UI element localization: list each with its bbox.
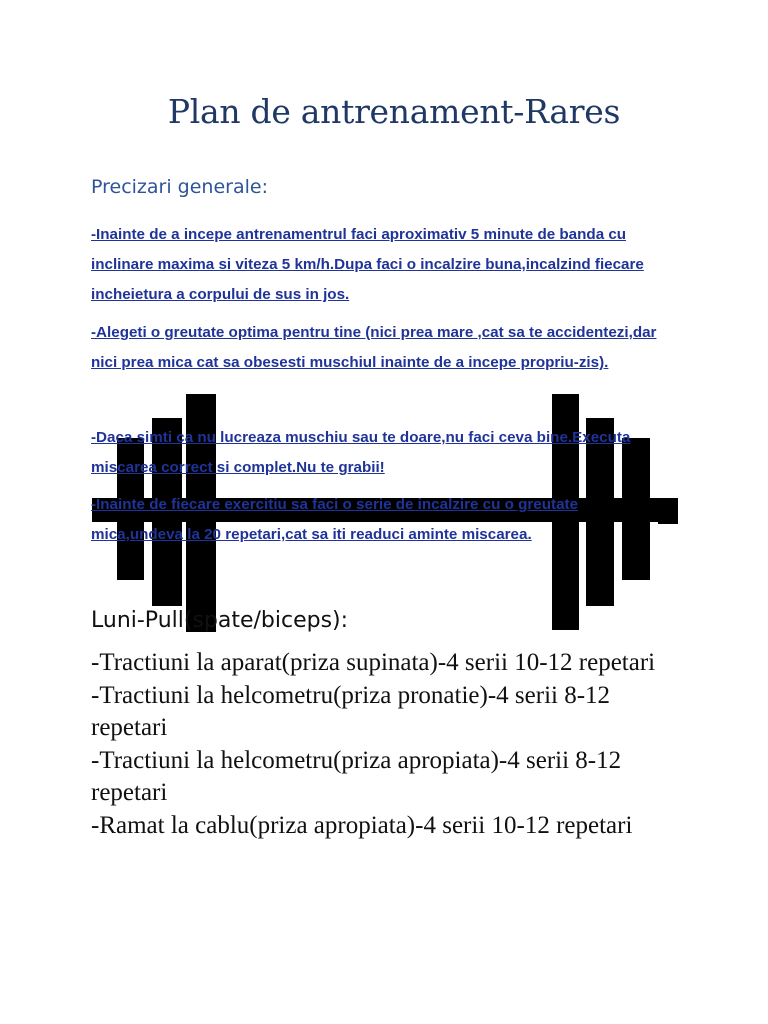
monday-section-heading: Luni-Pull(spate/biceps): [91,608,349,633]
exercise-list [91,647,691,842]
note-paragraph-form: -Daca simti ca nu lucreaza muschiu sau te doare,nu faci ceva bine.Executa miscarea correct si complet.Nu te grabii! [91,429,631,476]
general-notes-heading: Precizari generale: [91,176,268,198]
exercise-item: -Tractiuni la aparat(priza supinata)-4 serii 10-12 repetari [91,649,656,676]
page-title: Plan de antrenament-Rares [167,92,621,131]
note-paragraph-warmup: -Inainte de a incepe antrenamentrul faci aproximativ 5 minute de banda cu inclinare maxima si viteza 5 km/h.Dupa faci o incalzire buna,incalzind fiecare incheietura a corpului de sus in jos. [91,226,644,303]
note-paragraph-weight: -Alegeti o greutate optima pentru tine (nici prea mare ,cat sa te accidentezi,dar nici prea mica cat sa obesesti muschiul inainte de a incepe propriu-zis). [91,324,657,371]
exercise-item: -Tractiuni la helcometru(priza apropiata)-4 serii 8-12 repetari [91,746,622,806]
note-paragraph-warmup-set: -Inainte de fiecare exercitiu sa faci o serie de incalzire cu o greutate mica,undeva la 20 repetari,cat sa iti readuci aminte miscarea. [91,496,579,543]
exercise-item: -Ramat la cablu(priza apropiata)-4 serii 10-12 repetari [91,811,633,839]
exercise-item: -Tractiuni la helcometru(priza pronatie)-4 serii 8-12 repetari [91,681,611,741]
